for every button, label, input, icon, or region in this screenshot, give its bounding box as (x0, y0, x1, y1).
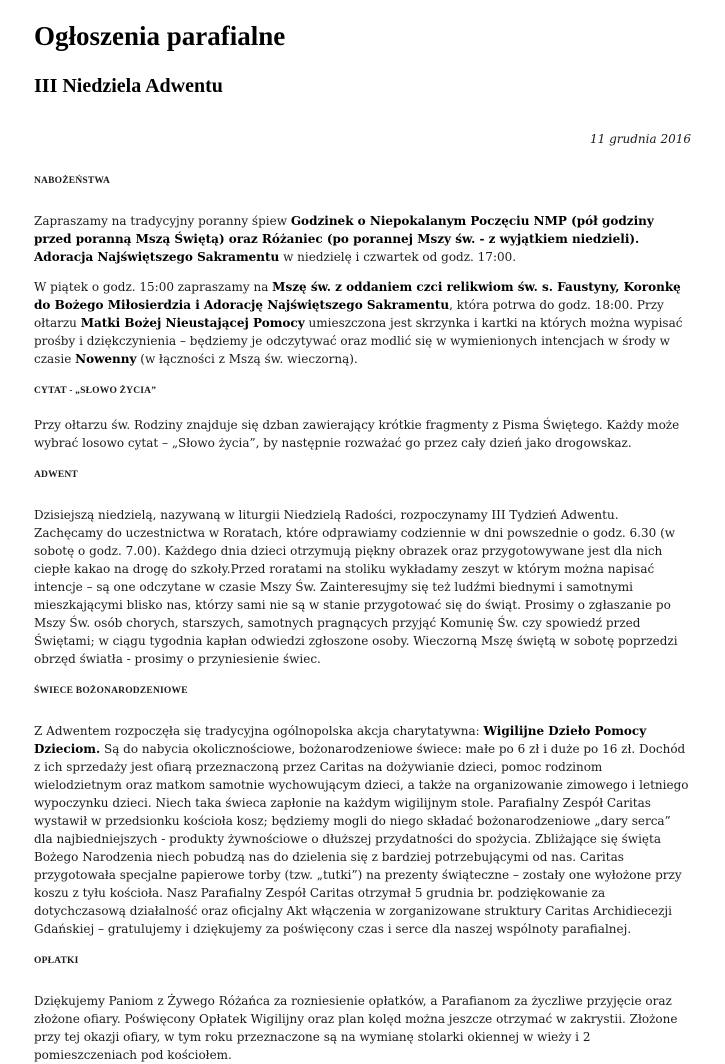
text-run: Z Adwentem rozpoczęła się tradycyjna ogólnopolska akcja charytatywna: (34, 724, 484, 738)
section-paragraph (34, 212, 691, 266)
text-run: (w łączności z Mszą św. wieczorną). (136, 352, 358, 366)
text-run: umieszczona jest skrzynka i kartki na których można wypisać prośby i dziękczynienia – będziemy je odczytywać oraz modlić się w wymienionych intencjach w środy w czasie (34, 316, 683, 366)
bold-text: Nowenny (75, 352, 137, 366)
text-run: , która potrwa do godz. 18:00. Przy ołtarzu (34, 298, 664, 330)
section-paragraph (34, 506, 691, 668)
page-subtitle: III Niedziela Adwentu (34, 75, 223, 97)
section-paragraph (34, 278, 691, 368)
section-heading: CYTAT - „SŁOWO ŻYCIA” (34, 386, 157, 396)
sections-container (34, 174, 691, 1064)
section-heading: NABOŻEŃSTWA (34, 176, 111, 186)
section-heading: ADWENT (34, 470, 78, 480)
bold-text: Matki Bożej Nieustającej Pomocy (80, 316, 305, 330)
section-paragraph (34, 722, 691, 938)
text-run: w niedzielę i czwartek od godz. 17:00. (279, 250, 517, 264)
section-paragraph (34, 416, 691, 452)
text-run: Zapraszamy na tradycyjny poranny śpiew (34, 214, 291, 228)
announcement-date: 11 grudnia 2016 (590, 132, 691, 146)
text-run: Są do nabycia okolicznościowe, bożonarodzeniowe świece: małe po 6 zł i duże po 16 zł. Dochód z ich sprzedaży jest ofiarą przeznaczoną przez Caritas na dożywianie dzieci, pomoc rodzinom wielodzietnym oraz matkom samotnie wychowującym dzieci, a także na organizowanie zimowego i letniego wypoczynku dzieci. Niech taka świeca zapłonie na każdym wigilijnym stole. Parafialny Zespół Caritas wystawił w przedsionku kościoła kosz; będziemy mogli do niego składać bożonarodzeniowe „dary serca” dla najbiedniejszych - produkty żywnościowe o dłuższej przydatności do spożycia. Zbliżające się święta Bożego Narodzenia niech pobudzą nas do dzielenia się z bardziej potrzebującymi od nas. Caritas przygotowała specjalne papierowe torby (tzw. „tutki”) na prezenty świąteczne – zostały one wyłożone przy koszu z tyłu kościoła. Nasz Parafialny Zespół Caritas otrzymał 5 grudnia br. podziękowanie za dotychczasową działalność oraz oficjalny Akt włączenia w zorganizowane struktury Caritas Archidiecezji Gdańskiej – gratulujemy i dziękujemy za poświęcony czas i serce dla naszej wspólnoty parafialnej. (34, 742, 689, 936)
text-run: Przy ołtarzu św. Rodziny znajduje się dzban zawierający krótkie fragmenty z Pisma Świętego. Każdy może wybrać losowo cytat – „Słowo życia”, by następnie rozważać go przez cały dzień jako drogowskaz. (34, 418, 680, 450)
bold-text: Wigilijne Dzieło Pomocy Dzieciom. (34, 724, 647, 756)
text-run: Dzisiejszą niedzielą, nazywaną w liturgii Niedzielą Radości, rozpoczynamy III Tydzień Adwentu. Zachęcamy do uczestnictwa w Roratach, które odprawiamy codziennie w dni powszednie o godz. 6.30 (w sobotę o godz. 7.00). Każdego dnia dzieci otrzymują piękny obrazek oraz przygotowywane jest dla nich ciepłe kakao na drogę do szkoły.Przed roratami na stoliku wykładamy zeszyt w którym można napisać intencje – są one odczytane w czasie Mszy Św. Zainteresujmy się też ludźmi biednymi i samotnymi mieszkającymi blisko nas, którzy sami nie są w stanie przygotować się do świąt. Prosimy o zgłaszanie po Mszy Św. osób chorych, starszych, samotnych pragnących przyjąć Komunię Św. czy spowiedź przed Świętami; w ciągu tygodnia kapłan odwiedzi zgłoszone osoby. Wieczorną Mszę świętą w sobotę poprzedzi obrzęd światła - prosimy o przyniesienie świec. (34, 508, 678, 666)
text-run: W piątek o godz. 15:00 zapraszamy na (34, 280, 273, 294)
bold-text: Godzinek o Niepokalanym Poczęciu NMP (pół godziny przed poranną Mszą Świętą) oraz Różaniec (po porannej Mszy św. - z wyjątkiem niedzieli). Adoracja Najświętszego Sakramentu (34, 214, 654, 264)
section-heading: ŚWIECE BOŻONARODZENIOWE (34, 686, 188, 696)
section-paragraph (34, 992, 691, 1064)
text-run: Dziękujemy Paniom z Żywego Różańca za rozniesienie opłatków, a Parafianom za życzliwe przyjęcie oraz złożone ofiary. Poświęcony Opłatek Wigilijny oraz plan kolęd można jeszcze otrzymać w zakrystii. Złożone przy tej okazji ofiary, w tym roku przeznaczone są na wymianę stolarki okiennej w wieży i 2 pomieszczeniach pod kościołem. (34, 994, 678, 1062)
section-heading: OPŁATKI (34, 956, 79, 966)
page-title: Ogłoszenia parafialne (34, 21, 286, 51)
bold-text: Mszę św. z oddaniem czci relikwiom św. s. Faustyny, Koronkę do Bożego Miłosierdzia i Adorację Najświętszego Sakramentu (34, 280, 681, 312)
